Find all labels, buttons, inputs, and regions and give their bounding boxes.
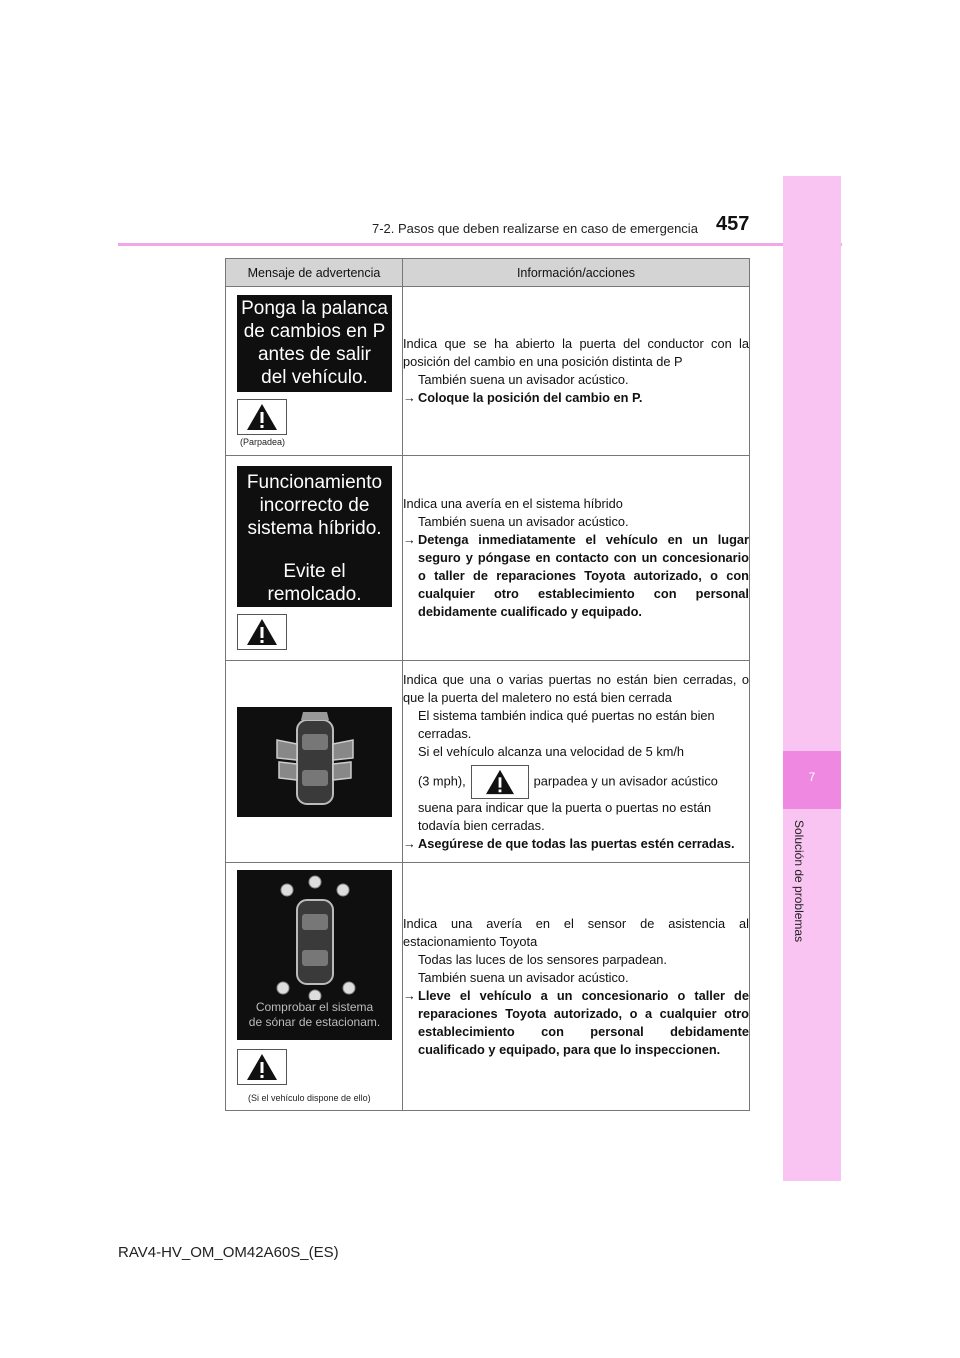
table-row xyxy=(226,863,750,1111)
message-cell xyxy=(226,287,403,456)
display-screen xyxy=(237,295,392,392)
info-cell xyxy=(403,287,750,456)
info-detail: También suena un avisador acústico. xyxy=(418,372,629,387)
info-detail: También suena un avisador acústico. xyxy=(418,969,629,985)
screen-line: de cambios en P xyxy=(243,321,386,342)
info-text: Indica que una o varias puertas no están bien cerradas, o que la puerta del maletero no está bien cerrada xyxy=(403,671,749,705)
chapter-number: 7 xyxy=(808,770,816,784)
screen-line: Ponga la palanca xyxy=(241,298,388,319)
screen-line: del vehículo. xyxy=(261,367,368,388)
page-number: 457 xyxy=(716,213,750,235)
info-text: Indica una avería en el sensor de asistencia al estacionamiento Toyota xyxy=(403,915,749,949)
message-cell xyxy=(226,863,403,1111)
blink-caption: (Parpadea) xyxy=(240,437,286,447)
info-text: Indica una avería en el sistema híbrido xyxy=(403,496,623,511)
table-row xyxy=(226,287,750,456)
warning-triangle-icon xyxy=(471,765,529,799)
action-text: → Detenga inmediatamente el vehículo en un lugar seguro y póngase en contacto con un concesionario o taller de reparaciones Toyota autorizado, o con cualquier otro establecimiento con personal debidamente cualificado y equipado. xyxy=(403,532,749,619)
info-cell xyxy=(403,863,750,1111)
action-text: → Asegúrese de que todas las puertas estén cerradas. xyxy=(403,835,735,851)
display-screen xyxy=(237,466,392,607)
screen-line: antes de salir xyxy=(257,344,371,365)
arrow-icon: → xyxy=(403,835,416,851)
info-detail: El sistema también indica qué puertas no están bien cerradas. xyxy=(418,707,715,741)
warning-table xyxy=(225,258,750,1111)
info-cell xyxy=(403,661,750,863)
info-text: Indica que se ha abierto la puerta del conductor con la posición del cambio en una posición distinta de P xyxy=(403,336,749,369)
chapter-side-tab xyxy=(783,176,841,1181)
message-cell xyxy=(226,456,403,661)
warning-triangle-icon xyxy=(237,399,287,435)
screen-line: Funcionamiento xyxy=(246,472,383,493)
col-header-info: Información/acciones xyxy=(403,259,750,287)
info-detail-with-icon: (3 mph), parpadea y un avisador acústico suena para indicar que la puerta o puertas no están todavía bien cerradas. xyxy=(403,765,749,835)
car-doors-open-icon xyxy=(255,712,375,812)
arrow-icon: → xyxy=(403,987,416,1003)
door-open-display xyxy=(237,707,392,817)
screen-line: Evite el xyxy=(283,561,346,582)
sonar-display xyxy=(237,870,392,1040)
table-row xyxy=(226,661,750,863)
availability-caption: (Si el vehículo dispone de ello) xyxy=(248,1093,371,1103)
table-header-row xyxy=(226,259,750,287)
warning-triangle-icon xyxy=(237,614,287,650)
info-detail: Si el vehículo alcanza una velocidad de 5 km/h xyxy=(418,743,685,759)
screen-line: incorrecto de xyxy=(259,495,370,516)
arrow-icon: → xyxy=(403,390,416,405)
chapter-label: Solución de problemas xyxy=(792,820,806,943)
section-title: 7-2. Pasos que deben realizarse en caso de emergencia xyxy=(372,221,698,236)
parking-sensor-icon xyxy=(237,870,392,1000)
header-divider xyxy=(118,243,842,246)
message-cell xyxy=(226,661,403,863)
warning-triangle-icon xyxy=(237,1049,287,1085)
info-detail: Todas las luces de los sensores parpadean. xyxy=(418,951,667,967)
screen-line: Comprobar el sistema xyxy=(255,1000,374,1014)
action-text: → Lleve el vehículo a un concesionario o taller de reparaciones Toyota autorizado, o a cualquier otro establecimiento con personal debidamente cualificado y equipado, para que lo inspeccionen. xyxy=(403,987,749,1057)
arrow-icon: → xyxy=(403,532,416,547)
action-text: → Coloque la posición del cambio en P. xyxy=(403,390,643,405)
screen-line: de sónar de estacionam. xyxy=(248,1015,381,1029)
table-row xyxy=(226,456,750,661)
col-header-message: Mensaje de advertencia xyxy=(226,259,403,287)
info-detail: También suena un avisador acústico. xyxy=(418,514,629,529)
document-code: RAV4-HV_OM_OM42A60S_(ES) xyxy=(118,1244,339,1261)
screen-line: sistema híbrido. xyxy=(247,518,382,539)
info-cell xyxy=(403,456,750,661)
screen-line: remolcado. xyxy=(267,584,362,605)
